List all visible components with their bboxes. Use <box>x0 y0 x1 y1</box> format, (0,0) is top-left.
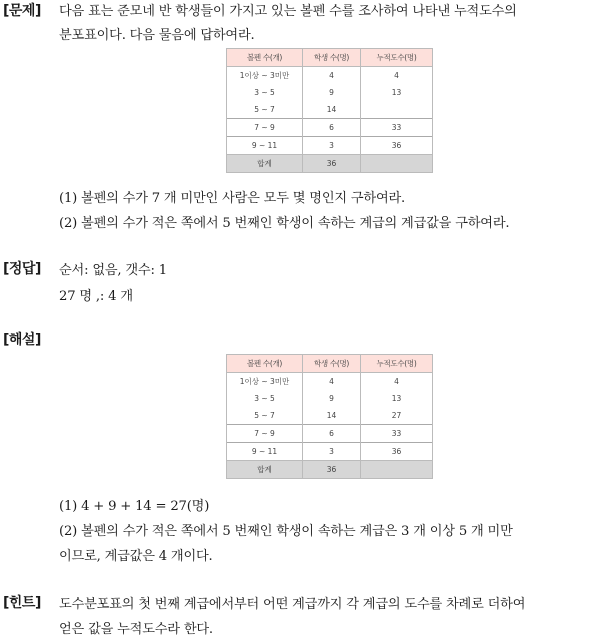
frequency: 4 <box>303 67 361 85</box>
header-student-count: 학생 수(명) <box>303 49 361 67</box>
table-total-row <box>227 461 433 479</box>
class-interval: 7 ~ 9 <box>227 425 303 443</box>
table-row <box>227 119 433 137</box>
table-row <box>227 390 433 407</box>
hint-line1: 도수분포표의 첫 번째 계급에서부터 어떤 계급까지 각 계급의 도수를 차례로 더하여 <box>59 597 526 612</box>
table-row <box>227 67 433 85</box>
frequency: 6 <box>303 119 361 137</box>
hint-line2: 얻은 값을 누적도수라 한다. <box>59 622 213 637</box>
frequency: 9 <box>303 390 361 407</box>
solution-step-2-line1: (2) 볼펜의 수가 적은 쪽에서 5 번째인 학생이 속하는 계급은 3 개 이상 5 개 미만 <box>59 524 513 539</box>
header-cumulative-frequency: 누적도수(명) <box>361 355 433 373</box>
header-pen-count: 볼펜 수(개) <box>227 355 303 373</box>
frequency: 9 <box>303 84 361 101</box>
frequency: 3 <box>303 443 361 461</box>
total-frequency: 36 <box>303 461 361 479</box>
total-label: 합계 <box>227 461 303 479</box>
table-header-row <box>227 49 433 67</box>
frequency: 4 <box>303 373 361 391</box>
solution-step-1: (1) 4 + 9 + 14 = 27(명) <box>59 499 210 514</box>
class-interval: 9 ~ 11 <box>227 443 303 461</box>
explanation-tag: [해설] <box>3 332 41 348</box>
cumulative-frequency: 36 <box>361 137 433 155</box>
problem-text-line1: 다음 표는 준모네 반 학생들이 가지고 있는 볼펜 수를 조사하여 나타낸 누적도수의 <box>59 4 517 19</box>
cumulative-frequency: 13 <box>361 84 433 101</box>
class-interval: 9 ~ 11 <box>227 137 303 155</box>
cumulative-frequency: 4 <box>361 373 433 391</box>
cumulative-frequency: 4 <box>361 67 433 85</box>
answer-line1: 순서: 없음, 갯수: 1 <box>59 263 167 278</box>
table-row <box>227 443 433 461</box>
class-interval: 3 ~ 5 <box>227 390 303 407</box>
question-1: (1) 볼펜의 수가 7 개 미만인 사람은 모두 몇 명인지 구하여라. <box>59 191 406 206</box>
problem-tag: [문제] <box>3 3 41 19</box>
problem-frequency-table <box>226 48 433 173</box>
header-cumulative-frequency: 누적도수(명) <box>361 49 433 67</box>
class-interval: 5 ~ 7 <box>227 101 303 119</box>
frequency: 6 <box>303 425 361 443</box>
question-2: (2) 볼펜의 수가 적은 쪽에서 5 번째인 학생이 속하는 계급의 계급값을 구하여라. <box>59 216 510 231</box>
problem-text-line2: 분포표이다. 다음 물음에 답하여라. <box>59 28 255 43</box>
answer-line2: 27 명 ,: 4 개 <box>59 289 133 304</box>
table-header-row <box>227 355 433 373</box>
header-pen-count: 볼펜 수(개) <box>227 49 303 67</box>
cumulative-frequency: 33 <box>361 425 433 443</box>
table-row <box>227 137 433 155</box>
class-interval: 5 ~ 7 <box>227 407 303 425</box>
frequency: 3 <box>303 137 361 155</box>
class-interval: 1이상 ~ 3미만 <box>227 373 303 391</box>
total-label: 합계 <box>227 155 303 173</box>
solution-step-2-line2: 이므로, 계급값은 4 개이다. <box>59 549 213 564</box>
table-row <box>227 425 433 443</box>
answer-tag: [정답] <box>3 261 41 277</box>
cumulative-frequency: 36 <box>361 443 433 461</box>
total-cumulative <box>361 155 433 173</box>
cumulative-frequency: 13 <box>361 390 433 407</box>
table-row <box>227 101 433 119</box>
table-row <box>227 84 433 101</box>
cumulative-frequency: 27 <box>361 407 433 425</box>
total-cumulative <box>361 461 433 479</box>
header-student-count: 학생 수(명) <box>303 355 361 373</box>
table-row <box>227 407 433 425</box>
class-interval: 7 ~ 9 <box>227 119 303 137</box>
solution-frequency-table <box>226 354 433 479</box>
cumulative-frequency: 33 <box>361 119 433 137</box>
cumulative-frequency <box>361 101 433 119</box>
table-total-row <box>227 155 433 173</box>
hint-tag: [힌트] <box>3 595 41 611</box>
total-frequency: 36 <box>303 155 361 173</box>
frequency: 14 <box>303 407 361 425</box>
class-interval: 1이상 ~ 3미만 <box>227 67 303 85</box>
frequency: 14 <box>303 101 361 119</box>
class-interval: 3 ~ 5 <box>227 84 303 101</box>
table-row <box>227 373 433 391</box>
